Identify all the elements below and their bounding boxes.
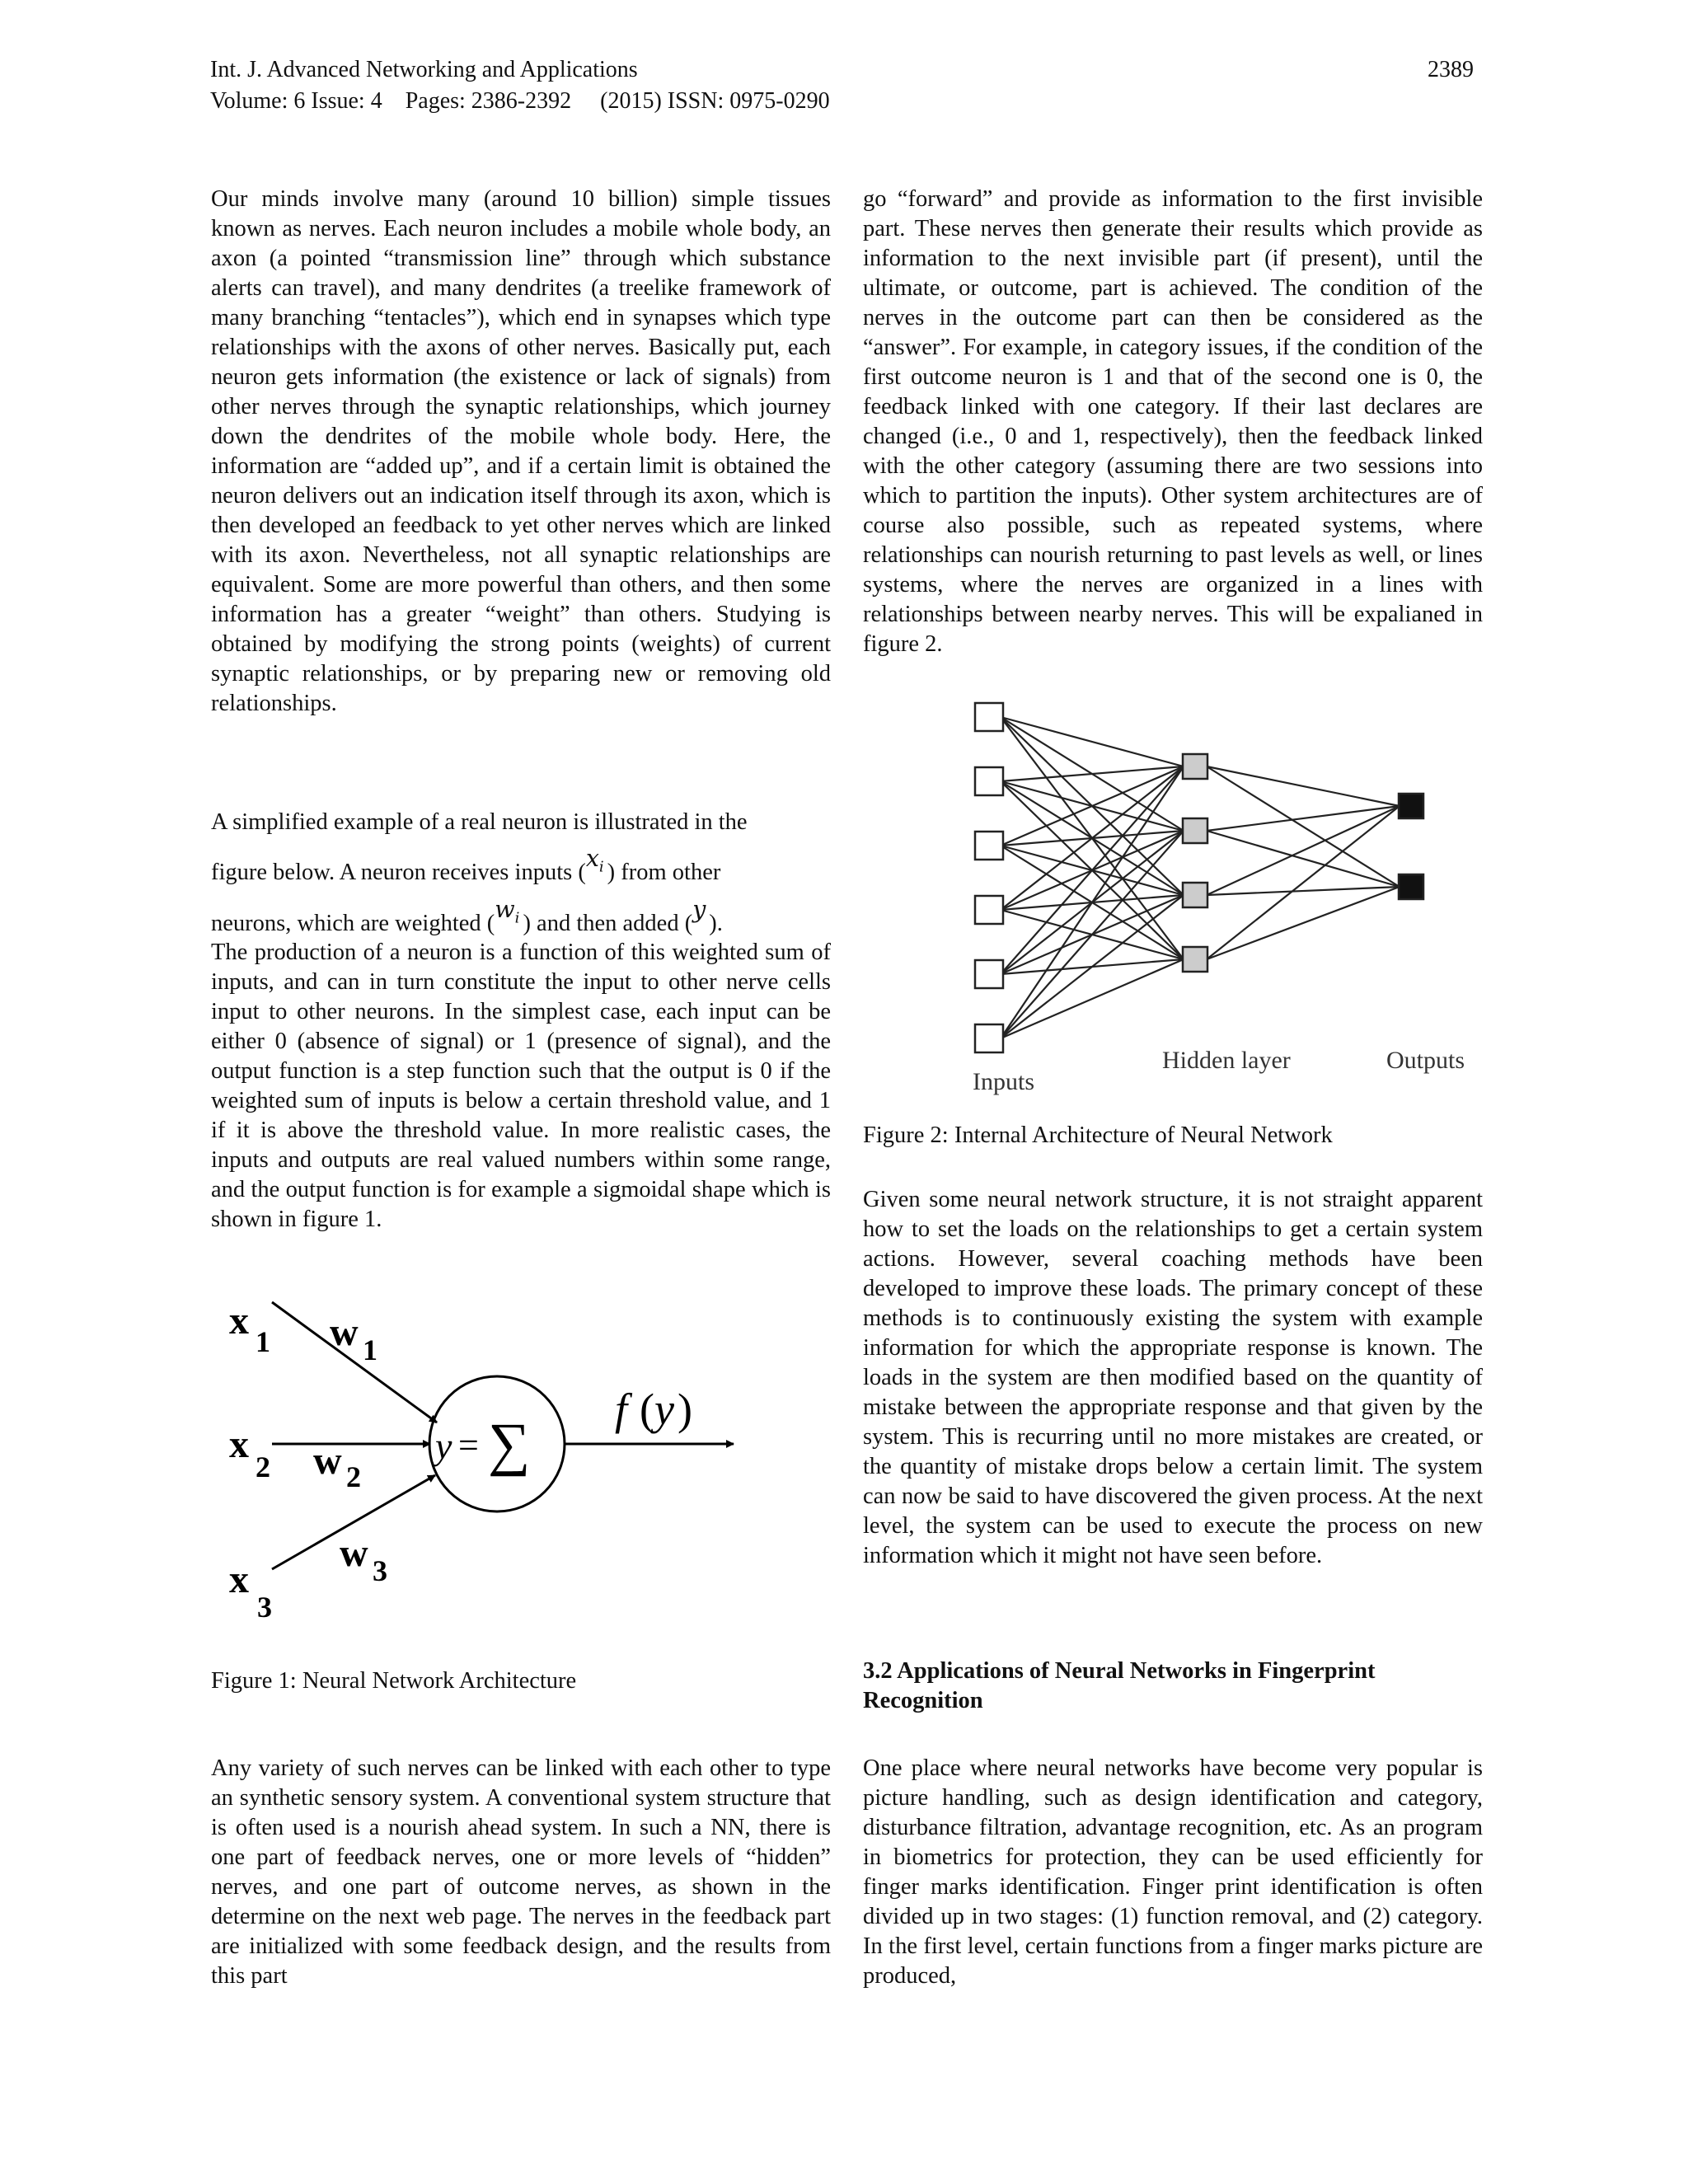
output-node [1399, 874, 1423, 899]
hidden-node [1183, 947, 1207, 972]
svg-text:w: w [313, 1439, 342, 1483]
svg-text:(: ( [640, 1385, 654, 1434]
svg-text:3: 3 [373, 1554, 387, 1587]
weight-w2 [313, 1439, 361, 1493]
svg-text:y: y [654, 1385, 674, 1434]
right-paragraph-1 [863, 185, 1483, 659]
input-x3 [229, 1558, 272, 1624]
figure-2-caption: Figure 2: Internal Architecture of Neural Network [863, 1122, 1333, 1148]
svg-text:1: 1 [256, 1325, 270, 1358]
weight-w1 [330, 1310, 377, 1366]
right-paragraph-2 [863, 1185, 1483, 1571]
figure-1-caption: Figure 1: Neural Network Architecture [211, 1668, 577, 1694]
connection-hidden-output [1207, 887, 1400, 959]
svg-text:): ) [678, 1385, 692, 1434]
weights-line: neurons, which are weighted ($w_i$ ) and then added (y). [211, 896, 723, 936]
svg-text:y: y [435, 1425, 452, 1467]
connection-input-hidden [1001, 717, 1184, 766]
paragraph-fingerprint: One place where neural networks have become very popular is picture handling, such as design identification and category, disturbance filtration, advantage recognition, etc. As an program in biometrics for protection, they can be used efficiently for finger marks identification. Finger print identification is often divided up in two stages: (1) function removal, and (2) category. In the first level, certain functions from a finger marks picture are produced, [863, 1755, 1483, 1989]
paragraph-training: Given some neural network structure, it is not straight apparent how to set the loads on the relationships to get a certain system actions. However, several coaching methods have been developed to improve these loads. The primary concept of these methods is to continuously existing the system with example information for which the appropriate response is known. The loads in the system are then modified based on the quantity of mistake between the appropriate response and that given by the system. This is recurring until no more mistakes are created, or the quantity of mistake drops below a certain limit. The system can now be said to have discovered the given process. At the next level, the system can be used to execute the process on new information which it might not have seen before. [863, 1187, 1483, 1568]
label-outputs: Outputs [1386, 1047, 1465, 1074]
svg-text:f: f [615, 1385, 628, 1434]
journal-title: Int. J. Advanced Networking and Applications [210, 57, 638, 82]
hidden-node [1183, 754, 1207, 779]
input-node [975, 896, 1003, 924]
left-paragraph-3 [211, 1754, 831, 1991]
output-node [1399, 794, 1423, 818]
left-paragraph-2-rest [211, 938, 831, 1235]
input-node [975, 832, 1003, 860]
svg-text:=: = [458, 1425, 479, 1465]
svg-text:1: 1 [363, 1333, 377, 1366]
connection-hidden-output [1207, 831, 1400, 887]
svg-text:∑: ∑ [488, 1411, 531, 1477]
input-node [975, 703, 1003, 731]
paragraph-neuron-example-line1: A simplified example of a real neuron is illustrated in the [211, 809, 748, 835]
wi-symbol: $w_i$ [495, 896, 520, 927]
paragraph-neurons: Our minds involve many (around 10 billion) simple tissues known as nerves. Each neuron includes a mobile whole body, an axon (a pointed “transmission line” through which substance alerts can travel), and many dendrites (a treelike framework of many branching “tentacles”), which end in synapses which type relationships with the axons of other nerves. Basically put, each neuron gets information (the existence or lack of signals) from other nerves through the synaptic relationships, which journey down the dendrites of the mobile whole body. Here, the information are “added up”, and if a certain limit is obtained the neuron delivers out an indication itself through its axon, which is then developed an feedback to yet other nerves which are linked with its axon. Nevertheless, not all synaptic relationships are equivalent. Some are more powerful than others, and then some information has a greater “weight” than others. Studying is obtained by modifying the strong points (weights) of current synaptic relationships, or by preparing new or removing old relationships. [211, 186, 831, 716]
input-node [975, 767, 1003, 795]
paragraph-forward: go “forward” and provide as information to the first invisible part. These nerves then generate their results which provide as information to the next invisible part (if present), until the ultimate, or outcome, part is achieved. The condition of the nerves in the outcome part can then be considered as the “answer”. For example, in category issues, if the condition of the first outcome neuron is 1 and that of the second one is 0, the feedback linked with one category. If their last declares are changed (i.e., 0 and 1, respectively), then the feedback linked with the other category (assuming there are two sessions into which to partition the inputs). Other system architectures are of course also possible, such as repeated systems, where relationships can nourish returning to past levels as well, or lines systems, where the nerves are organized in a lines with relationships between nearby nerves. This will be expalianed in figure 2. [863, 186, 1483, 657]
svg-text:x: x [229, 1558, 249, 1601]
input-node [975, 960, 1003, 988]
input-x1 [229, 1299, 270, 1358]
figure-1-neuron-diagram [223, 1294, 750, 1632]
volume-line: Volume: 6 Issue: 4 Pages: 2386-2392 (2015) ISSN: 0975-0290 [210, 88, 830, 114]
left-paragraph-2-lines [211, 808, 831, 837]
inputs-line: figure below. A neuron receives inputs ($x_i$ ) from other [211, 845, 721, 885]
svg-text:3: 3 [257, 1591, 272, 1624]
hidden-node [1183, 883, 1207, 907]
right-paragraph-3 [863, 1754, 1483, 1991]
paragraph-feedforward: Any variety of such nerves can be linked with each other to type an synthetic sensory system. A conventional system structure that is often used is a nourish ahead system. In such a NN, there is one part of feedback nerves, one or more levels of “hidden” nerves, and one part of outcome nerves, as shown in the determine on the next web page. The nerves in the feedback part are initialized with some feedback design, and the results from this part [211, 1755, 831, 1989]
connection-hidden-output [1207, 766, 1400, 806]
input-x2 [229, 1422, 270, 1483]
xi-symbol: $x_i$ [585, 845, 604, 876]
hidden-node [1183, 818, 1207, 843]
summation-label [432, 1411, 530, 1477]
input-node [975, 1024, 1003, 1052]
svg-text:w: w [330, 1310, 359, 1354]
svg-text:x: x [229, 1422, 249, 1466]
connection-hidden-output [1207, 887, 1400, 895]
left-paragraph-1 [211, 185, 831, 719]
label-inputs: Inputs [973, 1068, 1034, 1095]
weight-w3 [340, 1531, 387, 1587]
page-number: 2389 [1428, 57, 1474, 82]
label-hidden-layer: Hidden layer [1162, 1047, 1291, 1074]
svg-text:2: 2 [346, 1460, 361, 1493]
output-fy [615, 1385, 692, 1434]
paragraph-neuron-output: The production of a neuron is a function of this weighted sum of inputs, and can in turn constitute the input to other nerve cells input to other neurons. In the simplest case, each input can be either 0 (absence of signal) or 1 (presence of signal), and the output function is a step function such that the output is 0 if the weighted sum of inputs is below a certain threshold value, and 1 if it is above the threshold value. In more realistic cases, the inputs and outputs are real valued numbers within some range, and the output function is for example a sigmoidal shape which is shown in figure 1. [211, 940, 831, 1232]
svg-text:w: w [340, 1531, 368, 1575]
section-heading-3-2: 3.2 Applications of Neural Networks in Fingerprint Recognition [863, 1658, 1376, 1713]
svg-text:2: 2 [256, 1451, 270, 1483]
y-symbol: y [692, 896, 706, 923]
figure-2-network-diagram [973, 701, 1492, 1096]
svg-text:x: x [229, 1299, 249, 1343]
